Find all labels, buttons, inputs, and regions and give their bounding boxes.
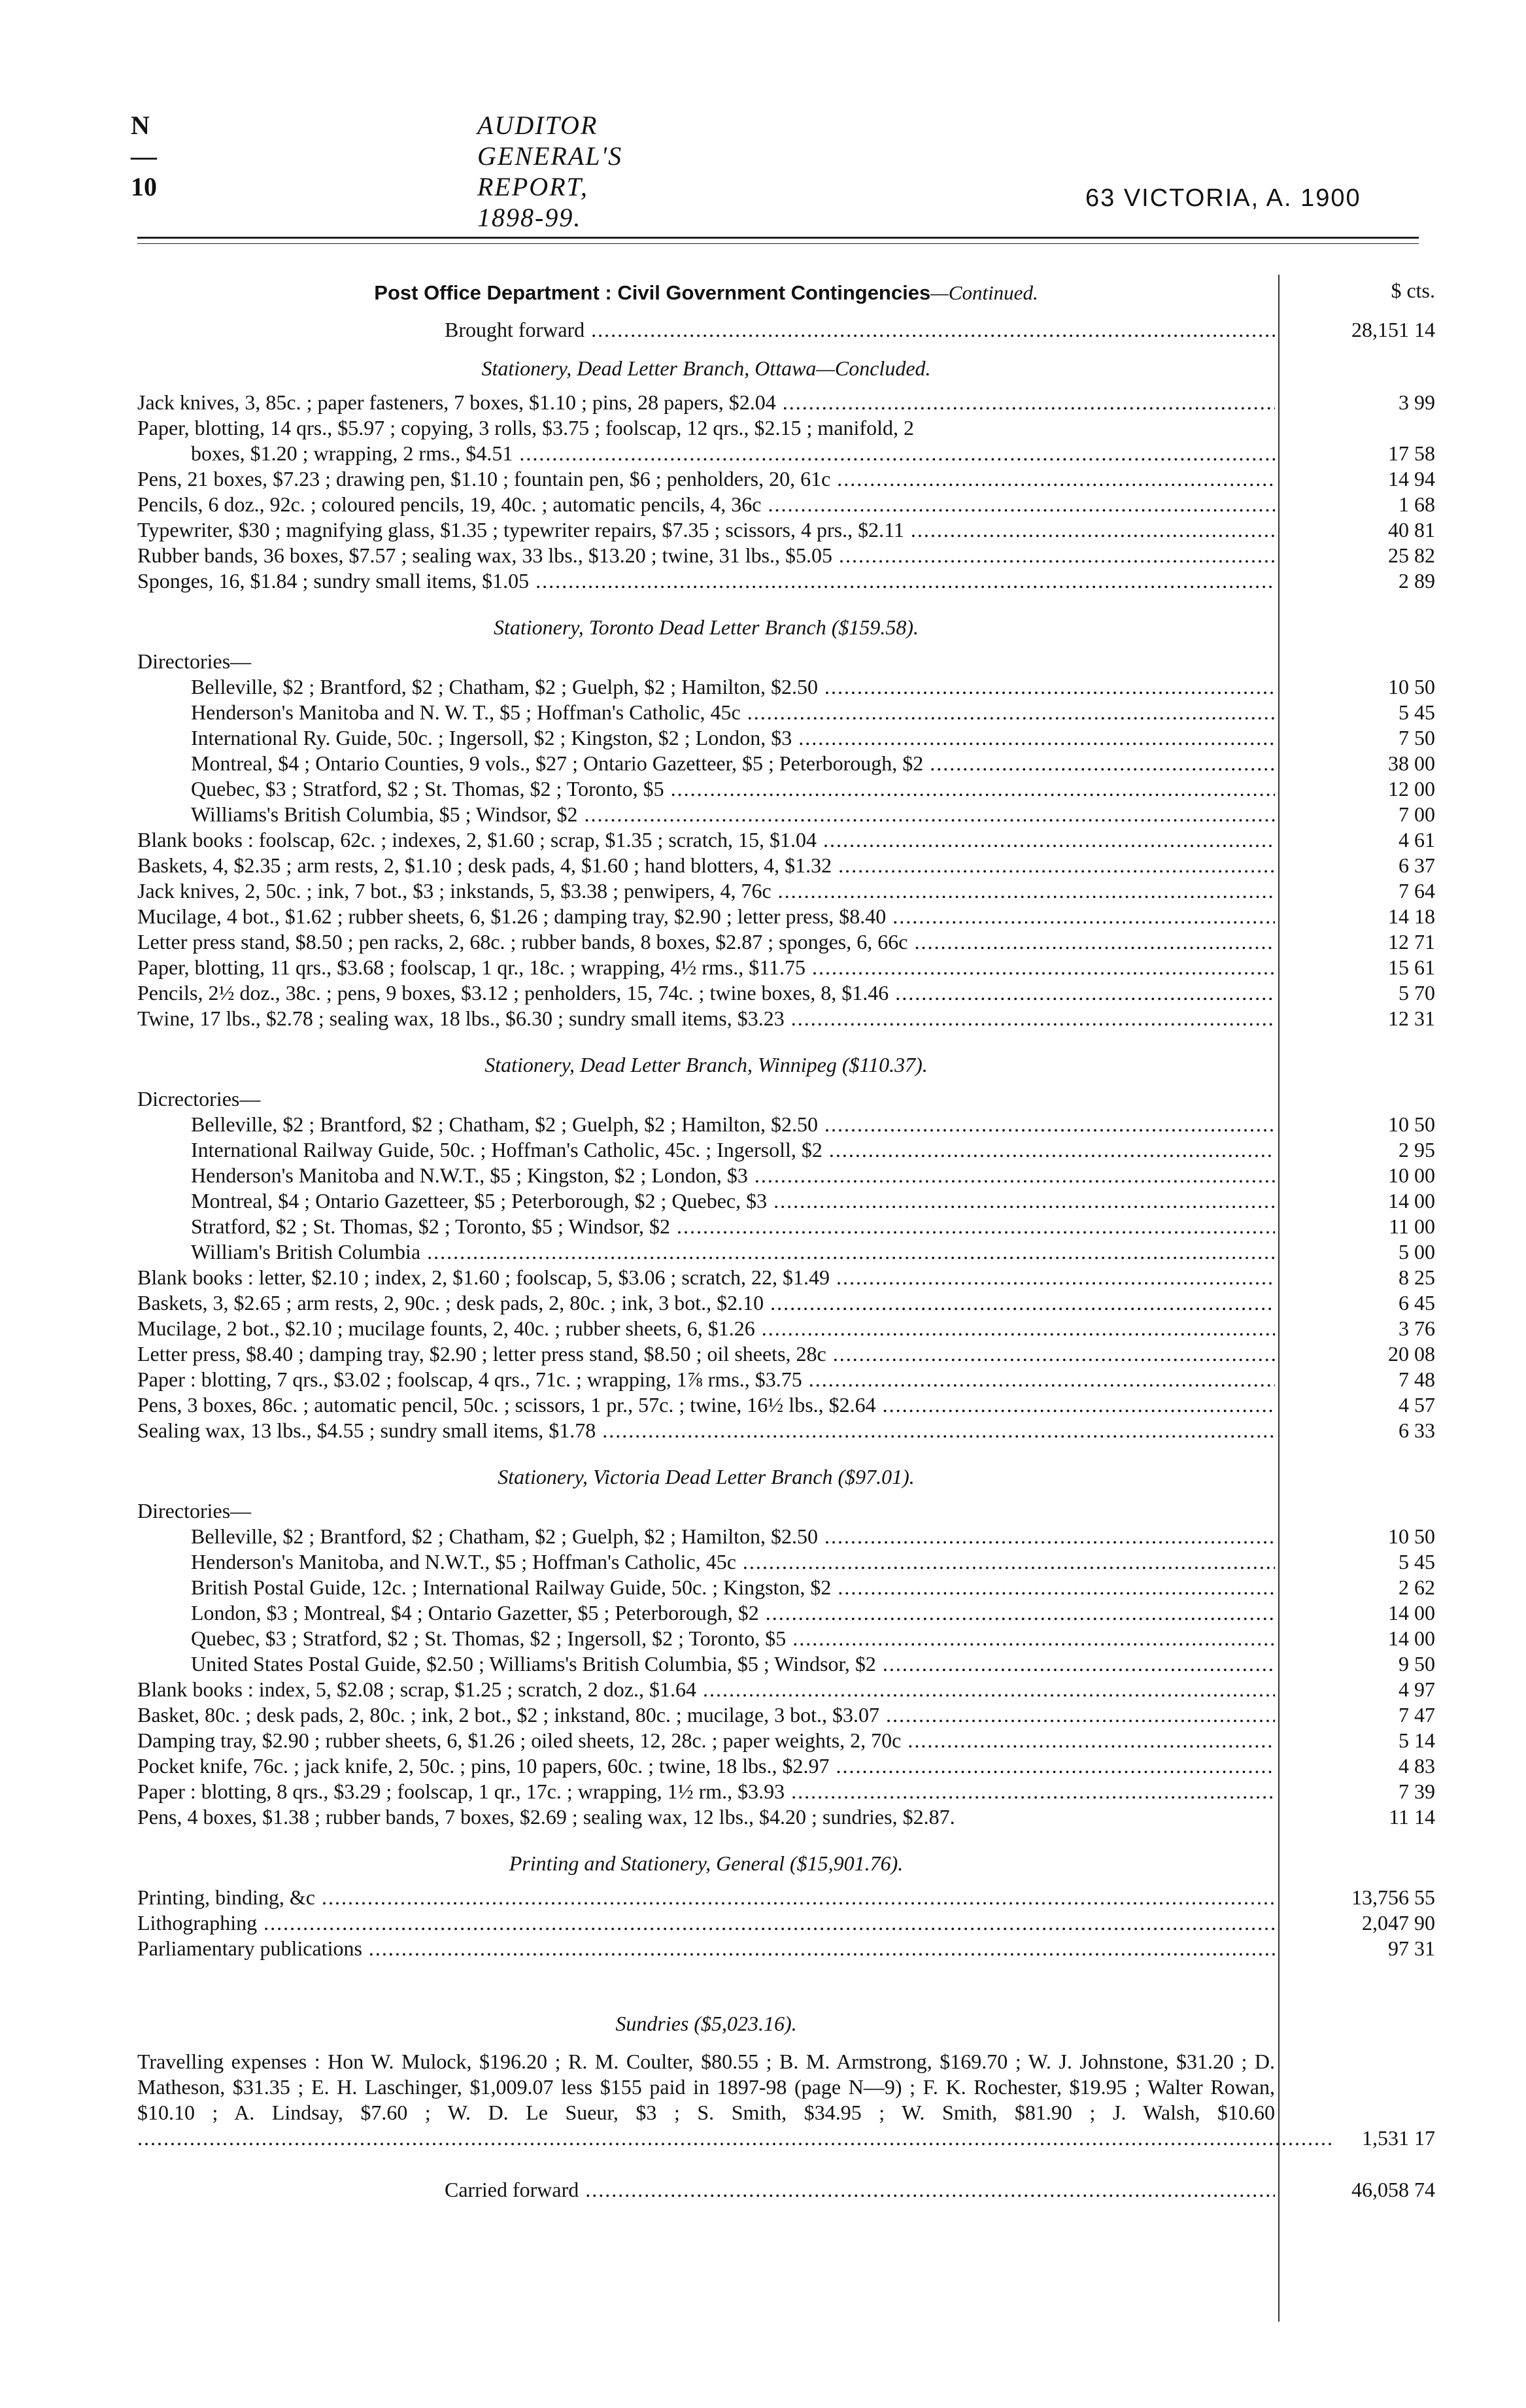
entry-amount: 12 00 [1388, 777, 1435, 800]
entry-amount: 10 50 [1388, 1524, 1435, 1548]
section-heading: Printing and Stationery, General ($15,901.76). [509, 1851, 904, 1875]
entry-text: William's British Columbia ..... [191, 1239, 1275, 1265]
entry-text: Blank books : foolscap, 62c. ; indexes, 2, $1.60 ; scrap, $1.35 ; scratch, 15, $1.04 ..... [137, 827, 1275, 853]
entry-row [137, 1549, 1484, 1575]
entry-text: Blank books : letter, $2.10 ; index, 2, $1.60 ; foolscap, 5, $3.06 ; scratch, 22, $1.49 ..... [137, 1265, 1275, 1290]
entry-row [137, 1753, 1484, 1779]
entry-amount: 7 50 [1399, 726, 1435, 749]
entry-text: Pens, 21 boxes, $7.23 ; drawing pen, $1.10 ; fountain pen, $6 ; penholders, 20, 61c ..... [137, 466, 1275, 492]
entry-amount: 15 61 [1388, 955, 1435, 979]
entry-row [137, 751, 1484, 776]
entry-amount: 4 97 [1399, 1677, 1435, 1701]
section-heading: Stationery, Toronto Dead Letter Branch ($159.58). [493, 615, 919, 639]
entry-text: Belleville, $2 ; Brantford, $2 ; Chatham, $2 ; Guelph, $2 ; Hamilton, $2.50 ..... [191, 1524, 1275, 1549]
entry-row [137, 1137, 1484, 1163]
entry-amount: 9 50 [1399, 1652, 1435, 1676]
entry-row [137, 1600, 1484, 1626]
entry-text: Basket, 80c. ; desk pads, 2, 80c. ; ink, 2 bot., $2 ; inkstand, 80c. ; mucilage, 3 bot., $3.07 ..... [137, 1702, 1275, 1728]
entry-text: Dicrectories— [137, 1087, 261, 1110]
entry-row [137, 1392, 1484, 1418]
entry-text: International Railway Guide, 50c. ; Hoffman's Catholic, 45c. ; Ingersoll, $2 ..... [191, 1137, 1275, 1163]
entry-row [137, 1316, 1484, 1341]
entry-text: Typewriter, $30 ; magnifying glass, $1.35 ; typewriter repairs, $7.35 ; scissors, 4 prs., $2.11 ..... [137, 517, 1275, 543]
sections [137, 353, 1484, 1969]
entry-row [137, 1239, 1484, 1265]
entry-row [137, 1006, 1484, 1031]
entry-amount: 7 39 [1399, 1780, 1435, 1803]
entry-text: Blank books : index, 5, $2.08 ; scrap, $1.25 ; scratch, 2 doz., $1.64 ..... [137, 1677, 1275, 1702]
entry-row [137, 1651, 1484, 1677]
entry-amount: 5 00 [1399, 1240, 1435, 1264]
travelling-expenses-row [137, 2049, 1484, 2151]
entry-row [137, 904, 1484, 929]
entry-row [137, 441, 1484, 466]
entry-amount: 7 64 [1399, 879, 1435, 903]
entry-text: Rubber bands, 36 boxes, $7.57 ; sealing wax, 33 lbs., $13.20 ; twine, 31 lbs., $5.05 ..... [137, 543, 1275, 568]
entry-amount: 7 00 [1399, 802, 1435, 826]
entry-amount: 14 00 [1388, 1626, 1435, 1650]
report-body [137, 278, 1484, 2203]
entry-text: Baskets, 4, $2.35 ; arm rests, 2, $1.10 ; desk pads, 4, $1.60 ; hand blotters, 4, $1.32 ..... [137, 853, 1275, 878]
entry-amount: 14 94 [1388, 467, 1435, 490]
entry-text: Stratford, $2 ; St. Thomas, $2 ; Toronto, $5 ; Windsor, $2 ..... [191, 1214, 1275, 1239]
entry-row [137, 1804, 1484, 1830]
entry-amount: 11 00 [1389, 1214, 1435, 1238]
entry-text: Letter press stand, $8.50 ; pen racks, 2, 68c. ; rubber bands, 8 boxes, $2.87 ; sponges, 6, 66c ..... [137, 929, 1275, 955]
travelling-expenses-text: Travelling expenses : Hon W. Mulock, $196.20 ; R. M. Coulter, $80.55 ; B. M. Armstrong, $169.70 ; W. J. Johnstone, $31.20 ; D. Matheson, $31.35 ; E. H. Laschinger, $1,009.07 less $155 paid in 1897-98 (page N—9) ; F. K. Rochester, $19.95 ; Walter Rowan, $10.10 ; A. Lindsay, $7.60 ; W. D. Le Sueur, $3 ; S. Smith, $34.95 ; W. Smith, $81.90 ; J. Walsh, $10.60 ..... [137, 2049, 1275, 2151]
entry-row [137, 1936, 1484, 1961]
entry-text: Pens, 4 boxes, $1.38 ; rubber bands, 7 boxes, $2.69 ; sealing wax, 12 lbs., $4.20 ; sundries, $2.87. [137, 1805, 955, 1829]
entry-amount: 25 82 [1388, 543, 1435, 567]
entry-row [137, 980, 1484, 1006]
entry-amount: 2 89 [1399, 569, 1435, 593]
entry-text: Belleville, $2 ; Brantford, $2 ; Chatham, $2 ; Guelph, $2 ; Hamilton, $2.50 ..... [191, 674, 1275, 700]
entry-row [137, 1885, 1484, 1910]
entry-text: boxes, $1.20 ; wrapping, 2 rms., $4.51 ..... [191, 441, 1275, 466]
carried-forward-amount: 46,058 74 [1351, 2178, 1435, 2201]
entry-row [137, 1524, 1484, 1549]
entry-amount: 1 68 [1399, 492, 1435, 516]
currency-header: $ cts. [1391, 279, 1435, 302]
brought-forward-amount: 28,151 14 [1351, 318, 1435, 341]
entry-text: International Ry. Guide, 50c. ; Ingersoll, $2 ; Kingston, $2 ; London, $3 ..... [191, 725, 1275, 751]
carried-forward-row [137, 2177, 1484, 2203]
entry-text: Directories— [137, 1499, 252, 1522]
entry-text: Twine, 17 lbs., $2.78 ; sealing wax, 18 lbs., $6.30 ; sundry small items, $3.23 ..... [137, 1006, 1275, 1031]
entry-amount: 4 57 [1399, 1393, 1435, 1417]
entry-amount: 5 45 [1399, 700, 1435, 724]
entry-row [137, 466, 1484, 492]
brought-forward-row [137, 317, 1484, 343]
entry-amount: 2 95 [1399, 1138, 1435, 1161]
entry-amount: 40 81 [1388, 518, 1435, 542]
entry-row [137, 1265, 1484, 1290]
entry-text: Paper, blotting, 14 qrs., $5.97 ; copying, 3 rolls, $3.75 ; foolscap, 12 qrs., $2.15 ; manifold, 2 [137, 416, 914, 439]
entry-row [137, 674, 1484, 700]
entry-text: Williams's British Columbia, $5 ; Windsor, $2 ..... [191, 802, 1275, 827]
entry-row [137, 955, 1484, 980]
entry-row [137, 1418, 1484, 1443]
entry-amount: 20 08 [1388, 1342, 1435, 1366]
entry-row [137, 1188, 1484, 1214]
entry-amount: 4 61 [1399, 828, 1435, 851]
entry-text: British Postal Guide, 12c. ; International Railway Guide, 50c. ; Kingston, $2 ..... [191, 1575, 1275, 1600]
entry-amount: 3 76 [1399, 1316, 1435, 1340]
entry-row [137, 517, 1484, 543]
entry-text: Directories— [137, 649, 252, 673]
entry-row [137, 1290, 1484, 1316]
session-label: 63 VICTORIA, A. 1900 [1085, 184, 1361, 212]
entry-amount: 4 83 [1399, 1754, 1435, 1778]
entry-row [137, 1112, 1484, 1137]
entry-row [137, 1341, 1484, 1367]
carried-forward-label: Carried forward ..... [445, 2177, 1275, 2203]
entry-text: Damping tray, $2.90 ; rubber sheets, 6, $1.26 ; oiled sheets, 12, 28c. ; paper weights, 2, 70c ..... [137, 1728, 1275, 1753]
entry-amount: 2,047 90 [1362, 1911, 1435, 1935]
entry-row [137, 827, 1484, 853]
entry-row [137, 1677, 1484, 1702]
entry-amount: 3 99 [1399, 390, 1435, 414]
entry-text: Pencils, 6 doz., 92c. ; coloured pencils, 19, 40c. ; automatic pencils, 4, 36c ..... [137, 492, 1275, 517]
department-heading [137, 278, 1275, 308]
entry-amount: 14 00 [1388, 1601, 1435, 1625]
entry-amount: 13,756 55 [1351, 1885, 1435, 1909]
entry-text: Henderson's Manitoba and N. W. T., $5 ; Hoffman's Catholic, 45c ..... [191, 700, 1275, 725]
entry-row [137, 929, 1484, 955]
report-title: AUDITOR GENERAL'S REPORT, 1898-99. [477, 111, 623, 232]
section-heading: Stationery, Victoria Dead Letter Branch ($97.01). [498, 1465, 915, 1488]
entry-amount: 5 45 [1399, 1550, 1435, 1574]
section-heading: Stationery, Dead Letter Branch, Winnipeg ($110.37). [484, 1053, 928, 1076]
entry-text: Quebec, $3 ; Stratford, $2 ; St. Thomas, $2 ; Ingersoll, $2 ; Toronto, $5 ..... [191, 1626, 1275, 1651]
entry-row [137, 878, 1484, 904]
entry-row [137, 1214, 1484, 1239]
entry-row [137, 1367, 1484, 1392]
entry-row [137, 492, 1484, 517]
travelling-expenses-amount: 1,531 17 [1362, 2126, 1435, 2150]
entry-row [137, 802, 1484, 827]
entry-amount: 10 50 [1388, 675, 1435, 698]
section-heading: Stationery, Dead Letter Branch, Ottawa—Concluded. [481, 356, 931, 380]
entry-row [137, 1702, 1484, 1728]
entry-row [137, 1163, 1484, 1188]
entry-amount: 6 45 [1399, 1291, 1435, 1315]
entry-amount: 12 31 [1388, 1006, 1435, 1030]
entry-amount: 2 62 [1399, 1575, 1435, 1599]
entry-text: Parliamentary publications ..... [137, 1936, 1275, 1961]
entry-row [137, 1498, 1484, 1524]
entry-row [137, 725, 1484, 751]
department-title: Post Office Department : Civil Government Contingencies [374, 281, 931, 304]
entry-text: Montreal, $4 ; Ontario Gazetteer, $5 ; Peterborough, $2 ; Quebec, $3 ..... [191, 1188, 1275, 1214]
entry-amount: 8 25 [1399, 1265, 1435, 1289]
entry-amount: 6 37 [1399, 853, 1435, 877]
entry-text: Mucilage, 4 bot., $1.62 ; rubber sheets, 6, $1.26 ; damping tray, $2.90 ; letter press, $8.40 ..... [137, 904, 1275, 929]
entry-amount: 5 70 [1399, 981, 1435, 1005]
entry-text: London, $3 ; Montreal, $4 ; Ontario Gazetter, $5 ; Peterborough, $2 ..... [191, 1600, 1275, 1626]
entry-text: Jack knives, 2, 50c. ; ink, 7 bot., $3 ; inkstands, 5, $3.38 ; penwipers, 4, 76c ..... [137, 878, 1275, 904]
entry-text: Henderson's Manitoba, and N.W.T., $5 ; Hoffman's Catholic, 45c ..... [191, 1549, 1275, 1575]
entry-row [137, 700, 1484, 725]
entry-amount: 14 18 [1388, 904, 1435, 928]
entry-text: Pens, 3 boxes, 86c. ; automatic pencil, 50c. ; scissors, 1 pr., 57c. ; twine, 16½ lbs., $2.64 ..... [137, 1392, 1275, 1418]
entry-text: Mucilage, 2 bot., $2.10 ; mucilage founts, 2, 40c. ; rubber sheets, 6, $1.26 ..... [137, 1316, 1275, 1341]
entry-row [137, 568, 1484, 594]
entry-row [137, 543, 1484, 568]
sundries-heading: Sundries ($5,023.16). [615, 2012, 797, 2035]
entry-text: Baskets, 3, $2.65 ; arm rests, 2, 90c. ; desk pads, 2, 80c. ; ink, 3 bot., $2.10 ..... [137, 1290, 1275, 1316]
page-number: N—10 [131, 111, 157, 201]
entry-amount: 11 14 [1389, 1805, 1435, 1829]
entry-row [137, 1086, 1484, 1112]
entry-amount: 5 14 [1399, 1729, 1435, 1752]
entry-row [137, 853, 1484, 878]
entry-amount: 14 00 [1388, 1189, 1435, 1213]
entry-text: Sealing wax, 13 lbs., $4.55 ; sundry small items, $1.78 ..... [137, 1418, 1275, 1443]
entry-amount: 10 00 [1388, 1163, 1435, 1187]
entry-row [137, 649, 1484, 674]
entry-amount: 17 58 [1388, 441, 1435, 465]
entry-row [137, 1626, 1484, 1651]
entry-text: Quebec, $3 ; Stratford, $2 ; St. Thomas, $2 ; Toronto, $5 ..... [191, 776, 1275, 802]
entry-text: Sponges, 16, $1.84 ; sundry small items, $1.05 ..... [137, 568, 1275, 594]
entry-row [137, 1779, 1484, 1804]
entry-row [137, 415, 1484, 441]
header-rule [137, 237, 1419, 239]
entry-row [137, 390, 1484, 415]
entry-text: Belleville, $2 ; Brantford, $2 ; Chatham, $2 ; Guelph, $2 ; Hamilton, $2.50 ..... [191, 1112, 1275, 1137]
entry-text: Montreal, $4 ; Ontario Counties, 9 vols., $27 ; Ontario Gazetteer, $5 ; Peterborough, $2 ..... [191, 751, 1275, 776]
entry-row [137, 1910, 1484, 1936]
entry-text: Printing, binding, &c ..... [137, 1885, 1275, 1910]
entry-text: Paper : blotting, 8 qrs., $3.29 ; foolscap, 1 qr., 17c. ; wrapping, 1½ rm., $3.93 ..... [137, 1779, 1275, 1804]
entry-amount: 12 71 [1388, 930, 1435, 954]
entry-text: Henderson's Manitoba and N.W.T., $5 ; Kingston, $2 ; London, $3 ..... [191, 1163, 1275, 1188]
entry-amount: 7 48 [1399, 1367, 1435, 1391]
entry-text: Pencils, 2½ doz., 38c. ; pens, 9 boxes, $3.12 ; penholders, 15, 74c. ; twine boxes, 8, $1.46 ..... [137, 980, 1275, 1006]
brought-forward-label: Brought forward ..... [445, 317, 1275, 343]
continued-label: —Continued. [930, 281, 1038, 304]
entry-amount: 38 00 [1388, 751, 1435, 775]
entry-text: Pocket knife, 76c. ; jack knife, 2, 50c. ; pins, 10 papers, 60c. ; twine, 18 lbs., $2.97 ..... [137, 1753, 1275, 1779]
entry-row [137, 1575, 1484, 1600]
entry-text: United States Postal Guide, $2.50 ; Williams's British Columbia, $5 ; Windsor, $2 ..... [191, 1651, 1275, 1677]
entry-amount: 7 47 [1399, 1703, 1435, 1727]
department-heading-row [137, 278, 1484, 309]
entry-amount: 97 31 [1388, 1936, 1435, 1960]
header-rule-thin [137, 243, 1419, 244]
entry-text: Lithographing ..... [137, 1910, 1275, 1936]
entry-text: Paper : blotting, 7 qrs., $3.02 ; foolscap, 4 qrs., 71c. ; wrapping, 1⅞ rms., $3.75 ..... [137, 1367, 1275, 1392]
entry-row [137, 1728, 1484, 1753]
entry-row [137, 776, 1484, 802]
entry-amount: 6 33 [1399, 1419, 1435, 1442]
entry-text: Jack knives, 3, 85c. ; paper fasteners, 7 boxes, $1.10 ; pins, 28 papers, $2.04 ..... [137, 390, 1275, 415]
entry-text: Letter press, $8.40 ; damping tray, $2.90 ; letter press stand, $8.50 ; oil sheets, 28c ..... [137, 1341, 1275, 1367]
entry-amount: 10 50 [1388, 1112, 1435, 1136]
entry-text: Paper, blotting, 11 qrs., $3.68 ; foolscap, 1 qr., 18c. ; wrapping, 4½ rms., $11.75 ..... [137, 955, 1275, 980]
